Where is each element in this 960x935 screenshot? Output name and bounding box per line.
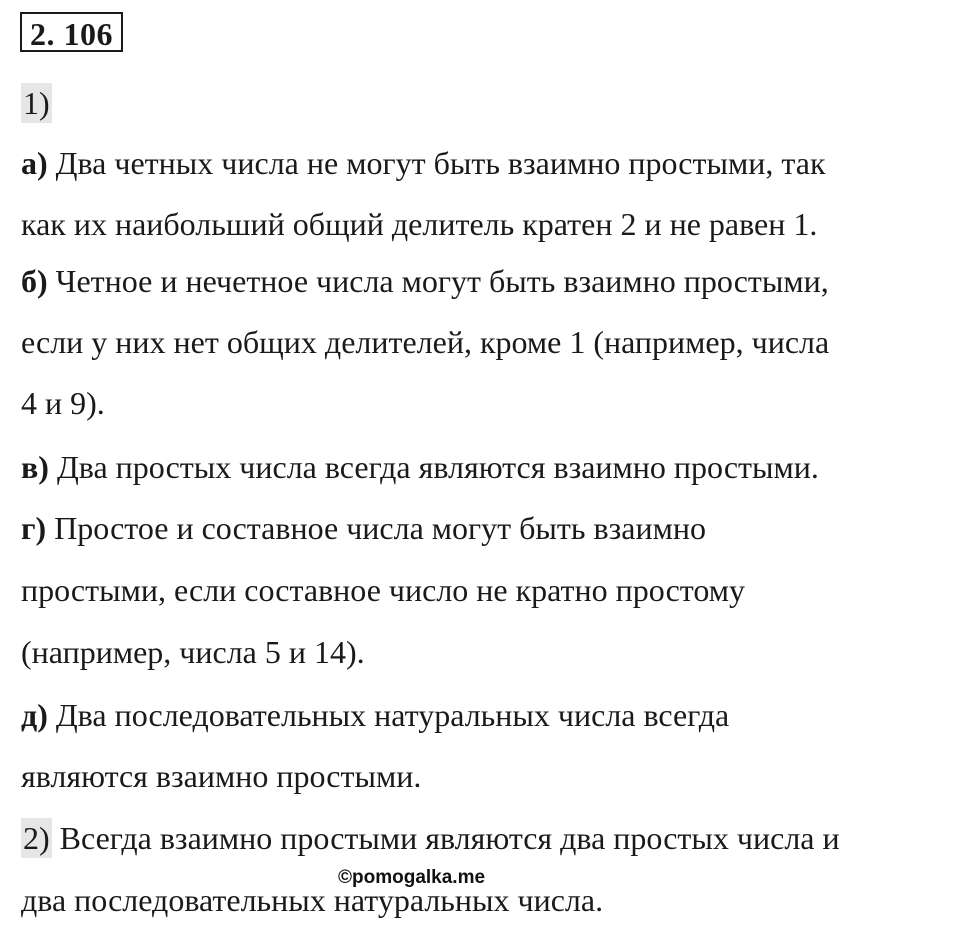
item-v-text-1: Два простых числа всегда являются взаимно простыми. bbox=[48, 449, 819, 485]
item-g-line-3 bbox=[21, 632, 365, 672]
item-g-line-2 bbox=[21, 570, 745, 610]
item-a-text-2: как их наибольший общий делитель кратен 2 и не равен 1. bbox=[21, 206, 818, 242]
item-g-text-1: Простое и составное числа могут быть взаимно bbox=[46, 510, 706, 546]
item-b-line-3 bbox=[21, 383, 105, 423]
item-b-label: б) bbox=[21, 263, 48, 299]
item-g-label: г) bbox=[21, 510, 47, 546]
item-v-line-1 bbox=[21, 447, 819, 487]
item-b-line-1 bbox=[21, 261, 829, 301]
item-g-text-2: простыми, если составное число не кратно простому bbox=[21, 572, 745, 608]
item-d-text-1: Два последовательных натуральных числа всегда bbox=[47, 697, 730, 733]
item-g-text-3: (например, числа 5 и 14). bbox=[21, 634, 365, 670]
item-b-text-1: Четное и нечетное числа могут быть взаимно простыми, bbox=[47, 263, 829, 299]
task-number-box: 2. 106 bbox=[20, 12, 123, 52]
item-d-label: д) bbox=[21, 697, 48, 733]
part-2-line-1 bbox=[21, 818, 840, 858]
item-a-line-1 bbox=[21, 143, 825, 183]
item-b-line-2 bbox=[21, 322, 829, 362]
item-d-line-1 bbox=[21, 695, 729, 735]
part-2-text-1: Всегда взаимно простыми являются два простых числа и bbox=[51, 820, 840, 856]
part-2-marker: 2) bbox=[23, 820, 50, 856]
item-g-line-1 bbox=[21, 508, 706, 548]
item-b-text-3: 4 и 9). bbox=[21, 385, 105, 421]
item-b-text-2: если у них нет общих делителей, кроме 1 (например, числа bbox=[21, 324, 830, 360]
item-a-line-2 bbox=[21, 204, 817, 244]
part-1-marker: 1) bbox=[23, 85, 50, 121]
item-a-text-1: Два четных числа не могут быть взаимно простыми, так bbox=[47, 145, 826, 181]
item-a-label: а) bbox=[21, 145, 48, 181]
part-2-line-2 bbox=[21, 880, 603, 920]
part-1-line bbox=[21, 83, 52, 123]
part-2-text-2: два последовательных натуральных числа. bbox=[21, 882, 604, 918]
item-d-text-2: являются взаимно простыми. bbox=[21, 758, 422, 794]
item-d-line-2 bbox=[21, 756, 421, 796]
item-v-label: в) bbox=[21, 449, 49, 485]
watermark: ©pomogalka.me bbox=[338, 867, 486, 888]
